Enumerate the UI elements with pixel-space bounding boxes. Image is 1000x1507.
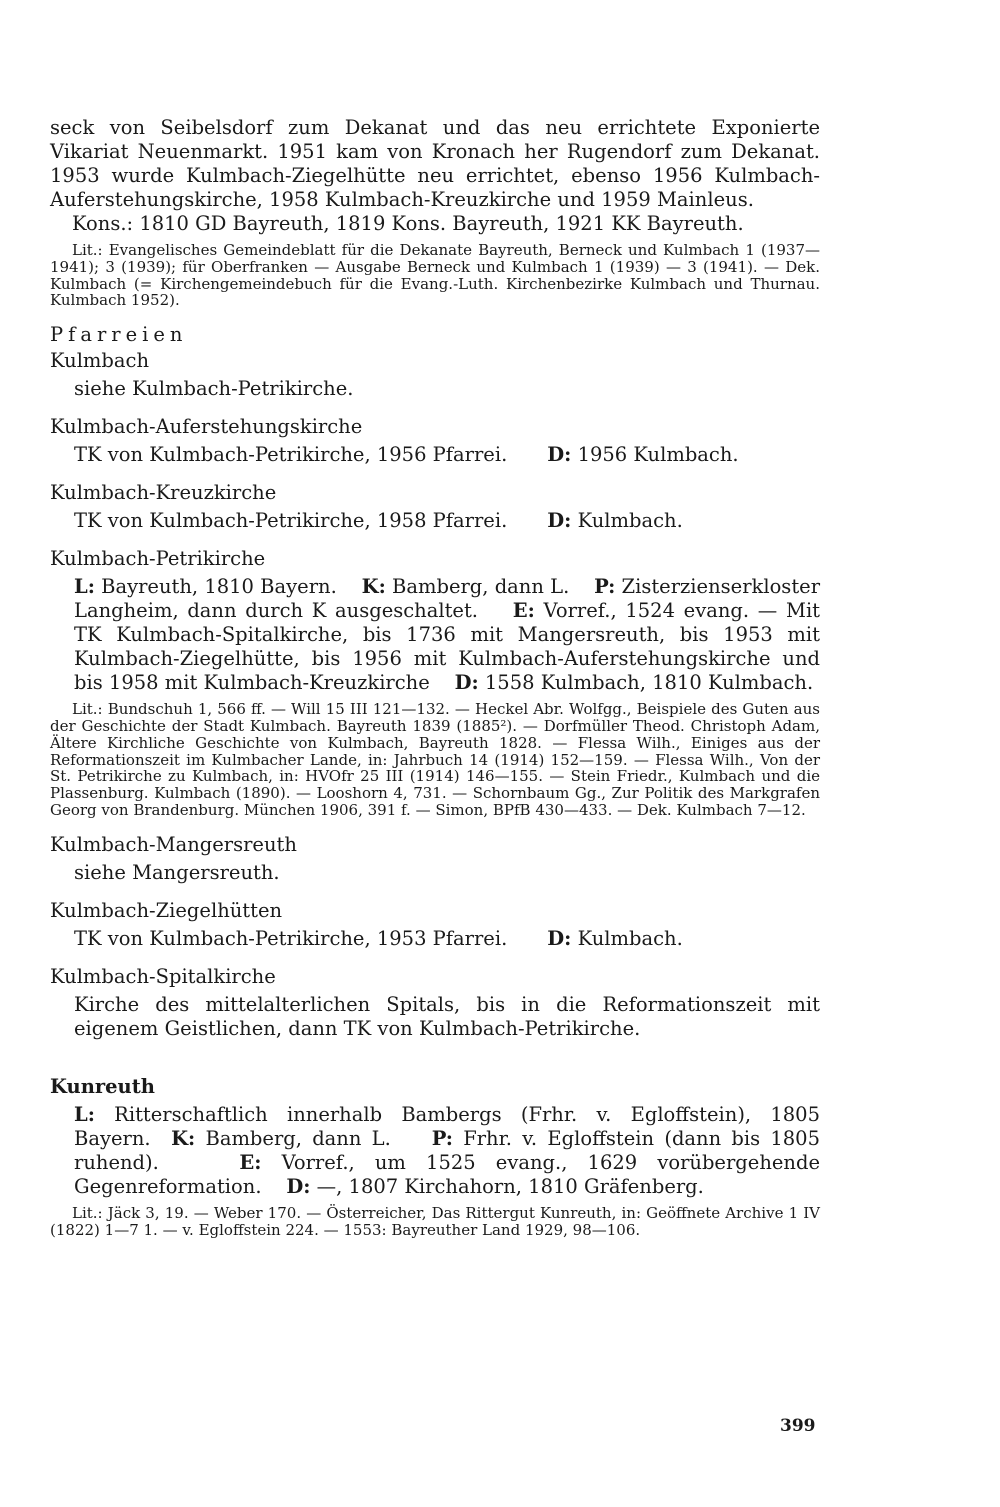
parish-title-mangersreuth: Kulmbach-Mangersreuth (50, 832, 297, 856)
parish-entry-auferstehung (74, 443, 820, 467)
kunreuth-literature: Lit.: Jäck 3, 19. — Weber 170. — Österreicher, Das Rittergut Kunreuth, in: Geöffnete Archive 1 IV (1822) 1—7 1. — v. Egloffstein 224. — 1553: Bayreuther Land 1929, 98—106. (50, 1203, 820, 1239)
e-label: E: (239, 1150, 262, 1174)
p-text: Zisterzienserkloster Langheim, dann durch K ausgeschaltet. (74, 575, 821, 623)
k-label: K: (361, 575, 386, 599)
parish-entry-kunreuth (74, 1103, 820, 1199)
d-text: —, 1807 Kirchahorn, 1810 Gräfenberg. (316, 1174, 704, 1198)
d-text: 1558 Kulmbach, 1810 Kulmbach. (484, 671, 814, 695)
intro-literature: Lit.: Evangelisches Gemeindeblatt für die Dekanate Bayreuth, Berneck und Kulmbach 1 (1937—1941); 3 (1939); für Oberfranken — Ausgabe Berneck und Kulmbach 1 (1939) — 3 (1941). — Dek. Kulmbach (= Kirchengemeindebuch für die Evang.-Luth. Kirchenbezirke Kulmbach und Thurnau. Kulmbach 1952). (50, 241, 820, 310)
l-text: Bayreuth, 1810 Bayern. (101, 575, 337, 599)
p-label: P: (431, 1126, 453, 1150)
p-label: P: (594, 575, 616, 599)
e-text: Vorref., um 1525 evang., 1629 vorübergehende Gegenreformation. (74, 1150, 820, 1198)
d-label: D: (547, 926, 572, 950)
parish-entry-ziegelhuetten (74, 927, 820, 951)
k-label: K: (171, 1126, 196, 1150)
section-heading: Pfarreien (50, 323, 188, 347)
k-text: Bamberg, dann L. (205, 1126, 391, 1150)
page-body (50, 116, 820, 1238)
d-text: 1956 Kulmbach. (577, 443, 739, 467)
d-label: D: (286, 1174, 311, 1198)
k-text: Bamberg, dann L. (392, 575, 570, 599)
parish-entry-kreuzkirche (74, 509, 820, 533)
d-label: D: (547, 509, 572, 533)
parish-title-kulmbach: Kulmbach (50, 349, 150, 373)
entry-text: TK von Kulmbach-Petrikirche, 1956 Pfarrei. (74, 443, 508, 467)
e-label: E: (512, 599, 535, 623)
d-text: Kulmbach. (577, 509, 683, 533)
d-text: Kulmbach. (577, 926, 683, 950)
parish-text-mangersreuth: siehe Mangersreuth. (74, 860, 280, 884)
parish-text-spitalkirche: Kirche des mittelalterlichen Spitals, bis in die Reformationszeit mit eigenem Geistlichen, dann TK von Kulmbach-Petrikirche. (74, 992, 820, 1040)
entry-text: TK von Kulmbach-Petrikirche, 1953 Pfarrei. (74, 926, 508, 950)
d-label: D: (454, 671, 479, 695)
intro-paragraph: seck von Seibelsdorf zum Dekanat und das neu errichtete Exponierte Vikariat Neuenmarkt. 1951 kam von Kronach her Rugendorf zum Dekanat. 1953 wurde Kulmbach-Ziegelhütte neu errichtet, ebenso 1956 Kulmbach-Auferstehungskirche, 1958 Kulmbach-Kreuzkirche und 1959 Mainleus. (50, 116, 820, 211)
parish-title-spitalkirche: Kulmbach-Spitalkirche (50, 964, 276, 988)
parish-title-petrikirche: Kulmbach-Petrikirche (50, 547, 266, 571)
e-text: Vorref., 1524 evang. — Mit TK Kulmbach-Spitalkirche, bis 1736 mit Mangersreuth, bis 1953 mit Kulmbach-Ziegelhütte, bis 1956 mit Kulmbach-Auferstehungskirche und bis 1958 mit Kulmbach-Kreuzkirche (74, 599, 821, 695)
p-text: Frhr. v. Egloffstein (dann bis 1805 ruhend). (74, 1126, 821, 1174)
parish-title-ziegelhuetten: Kulmbach-Ziegelhütten (50, 898, 283, 922)
parish-text-kulmbach: siehe Kulmbach-Petrikirche. (74, 377, 354, 401)
l-label: L: (74, 1102, 95, 1126)
l-label: L: (74, 575, 95, 599)
parish-title-kunreuth: Kunreuth (50, 1074, 155, 1098)
d-label: D: (547, 443, 572, 467)
parish-entry-petrikirche (74, 575, 820, 695)
parish-title-kreuzkirche: Kulmbach-Kreuzkirche (50, 481, 277, 505)
parish-title-auferstehung: Kulmbach-Auferstehungskirche (50, 415, 363, 439)
petrikirche-literature: Lit.: Bundschuh 1, 566 ff. — Will 15 III 121—132. — Heckel Abr. Wolfgg., Beispiele des Guten aus der Geschichte der Stadt Kulmbach. Bayreuth 1839 (1885²). — Dorfmüller Theod. Christoph Adam, Ältere Kirchliche Geschichte von Kulmbach, Bayreuth 1828. — Flessa Wilh., Einiges aus der Reformationszeit im Kulmbacher Lande, in: Jahrbuch 14 (1914) 152—159. — Flessa Wilh., Von der St. Petrikirche zu Kulmbach, in: HVOfr 25 III (1914) 146—155. — Stein Friedr., Kulmbach und die Plassenburg. Kulmbach (1890). — Looshorn 4, 731. — Schornbaum Gg., Zur Politik des Markgrafen Georg von Brandenburg. München 1906, 391 f. — Simon, BPfB 430—433. — Dek. Kulmbach 7—12. (50, 700, 820, 819)
l-text: Ritterschaftlich innerhalb Bambergs (Frhr. v. Egloffstein), 1805 Bayern. (74, 1102, 820, 1150)
page-number: 399 (780, 1416, 816, 1436)
kons-line: Kons.: 1810 GD Bayreuth, 1819 Kons. Bayreuth, 1921 KK Bayreuth. (72, 212, 744, 235)
entry-text: TK von Kulmbach-Petrikirche, 1958 Pfarrei. (74, 509, 508, 533)
